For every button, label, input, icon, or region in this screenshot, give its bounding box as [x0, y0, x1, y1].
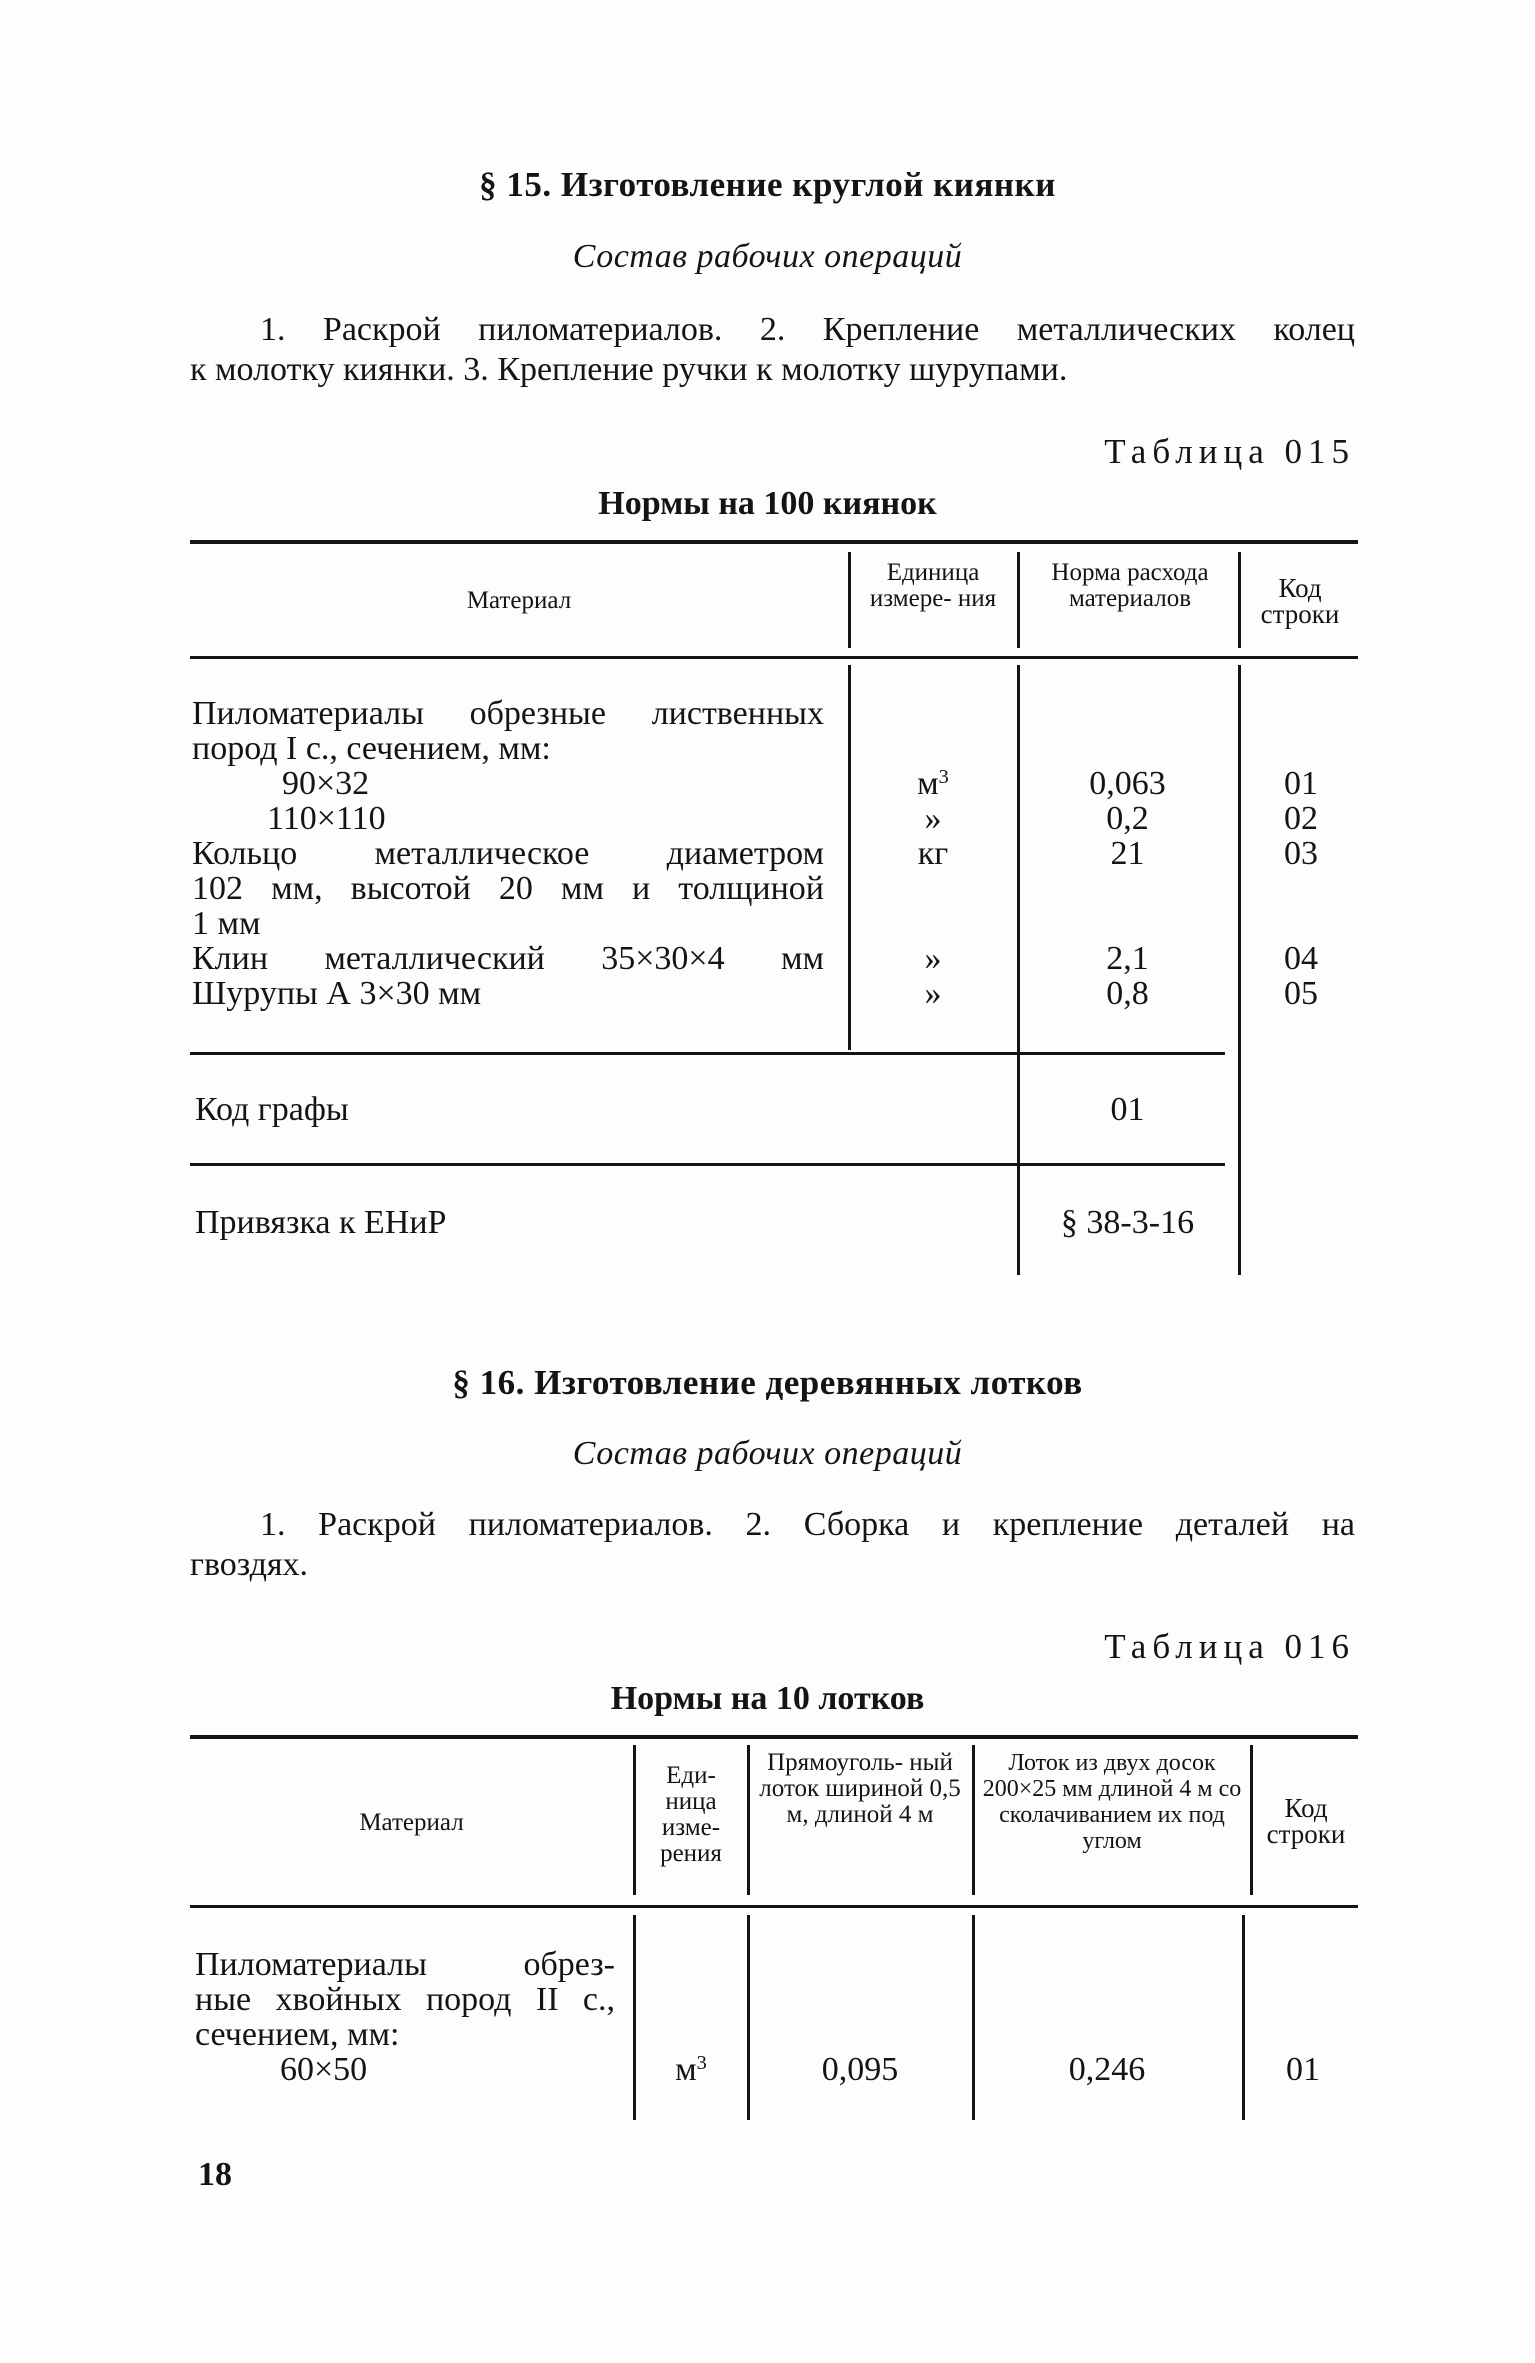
column-divider — [1238, 665, 1241, 1275]
table-016-title: Нормы на 10 лотков — [610, 1680, 925, 1717]
column-divider — [1017, 665, 1020, 1275]
operations-line-1: 1. Раскрой пиломатериалов. 2. Сборка и крепление деталей на — [260, 1506, 1355, 1543]
section-15-heading: § 15. Изготовление круглой киянки — [479, 165, 1056, 204]
code-graph-label: Код графы — [195, 1091, 349, 1128]
column-divider — [747, 1745, 750, 1895]
section-16-subtitle: Состав рабочих операций — [572, 1435, 963, 1472]
material-line: 110×110 — [267, 800, 386, 837]
column-divider — [848, 552, 851, 648]
unit-cell: $м^3$ — [917, 765, 949, 802]
unit-cell: $м^3$ — [675, 2051, 707, 2088]
table-rule — [190, 1052, 1225, 1055]
unit-cell: » — [924, 975, 942, 1012]
header-tray-rect: Прямоуголь- ный лоток шириной 0,5 м, длиной 4 м — [759, 1749, 961, 1828]
header-code: Код строки — [1266, 1793, 1346, 1849]
header-material: Материал — [359, 1809, 464, 1836]
material-line: 90×32 — [282, 765, 370, 802]
norm-cell: 0,8 — [1106, 975, 1149, 1012]
column-divider — [972, 1745, 975, 1895]
table-rule — [190, 656, 1358, 659]
unit-cell: кг — [917, 835, 949, 872]
unit-cell: » — [924, 940, 942, 977]
table-rule — [190, 540, 1358, 544]
header-material: Материал — [466, 587, 572, 614]
material-column — [195, 1947, 615, 2087]
norm-cell: 21 — [1110, 835, 1145, 872]
tray-two-cell: 0,246 — [1068, 2051, 1146, 2088]
material-line: 102 мм, высотой 20 мм и толщиной — [192, 870, 824, 907]
header-unit: Еди- ница изме- рения — [660, 1762, 722, 1867]
material-line: Пиломатериалы обрезные лиственных — [192, 695, 824, 732]
material-line: 60×50 — [280, 2051, 368, 2088]
code-cell: 04 — [1284, 940, 1318, 977]
column-divider — [1017, 552, 1020, 648]
material-column — [192, 696, 824, 1011]
unit-cell: » — [924, 800, 942, 837]
column-divider — [633, 1915, 636, 2120]
table-015-title: Нормы на 100 киянок — [598, 485, 937, 522]
column-divider — [972, 1915, 975, 2120]
section-15-subtitle: Состав рабочих операций — [572, 238, 963, 275]
code-graph-value: 01 — [1110, 1091, 1145, 1128]
column-divider — [633, 1745, 636, 1895]
table-016-number: Таблица 016 — [1104, 1627, 1355, 1666]
code-cell: 01 — [1284, 765, 1318, 802]
section-16-operations — [190, 1505, 1355, 1585]
section-16-heading: § 16. Изготовление деревянных лотков — [452, 1363, 1083, 1402]
header-tray-two: Лоток из двух досок 200×25 мм длиной 4 м со сколачиванием их под углом — [982, 1750, 1242, 1854]
section-15-operations — [190, 310, 1355, 390]
material-line: Кольцо металлическое диаметром — [192, 835, 824, 872]
column-divider — [1238, 552, 1241, 648]
material-line: Шурупы А 3×30 мм — [192, 975, 482, 1012]
code-cell: 03 — [1284, 835, 1318, 872]
norm-cell: 0,2 — [1106, 800, 1149, 837]
material-line: 1 мм — [192, 905, 261, 942]
code-cell: 05 — [1284, 975, 1318, 1012]
norm-cell: 2,1 — [1106, 940, 1149, 977]
column-divider — [747, 1915, 750, 2120]
material-line: ные хвойных пород II с., — [195, 1981, 615, 2018]
code-cell: 01 — [1286, 2051, 1320, 2088]
code-cell: 02 — [1284, 800, 1318, 837]
table-rule — [190, 1163, 1225, 1166]
page-number: 18 — [198, 2156, 232, 2193]
header-code: Код строки — [1260, 573, 1340, 629]
table-rule — [190, 1735, 1358, 1739]
header-unit: Единица измере- ния — [869, 559, 997, 612]
table-rule — [190, 1905, 1358, 1908]
binding-label: Привязка к ЕНиР — [195, 1204, 447, 1241]
table-015-number: Таблица 015 — [1104, 432, 1355, 471]
tray-rect-cell: 0,095 — [821, 2051, 899, 2088]
material-line: пород I с., сечением, мм: — [192, 730, 551, 767]
operations-line-2: к молотку киянки. 3. Крепление ручки к молотку шурупами. — [190, 351, 1068, 388]
operations-line-1: 1. Раскрой пиломатериалов. 2. Крепление металлических колец — [260, 311, 1355, 348]
header-norm: Норма расхода материалов — [1051, 559, 1209, 612]
norm-cell: 0,063 — [1089, 765, 1166, 802]
column-divider — [1250, 1745, 1253, 1895]
operations-line-2: гвоздях. — [190, 1546, 309, 1583]
column-divider — [848, 665, 851, 1050]
binding-value: § 38-3-16 — [1060, 1204, 1195, 1241]
material-line: Пиломатериалы обрез- — [195, 1946, 615, 1983]
material-line: Клин металлический 35×30×4 мм — [192, 940, 824, 977]
material-line: сечением, мм: — [195, 2016, 400, 2053]
column-divider — [1242, 1915, 1245, 2120]
